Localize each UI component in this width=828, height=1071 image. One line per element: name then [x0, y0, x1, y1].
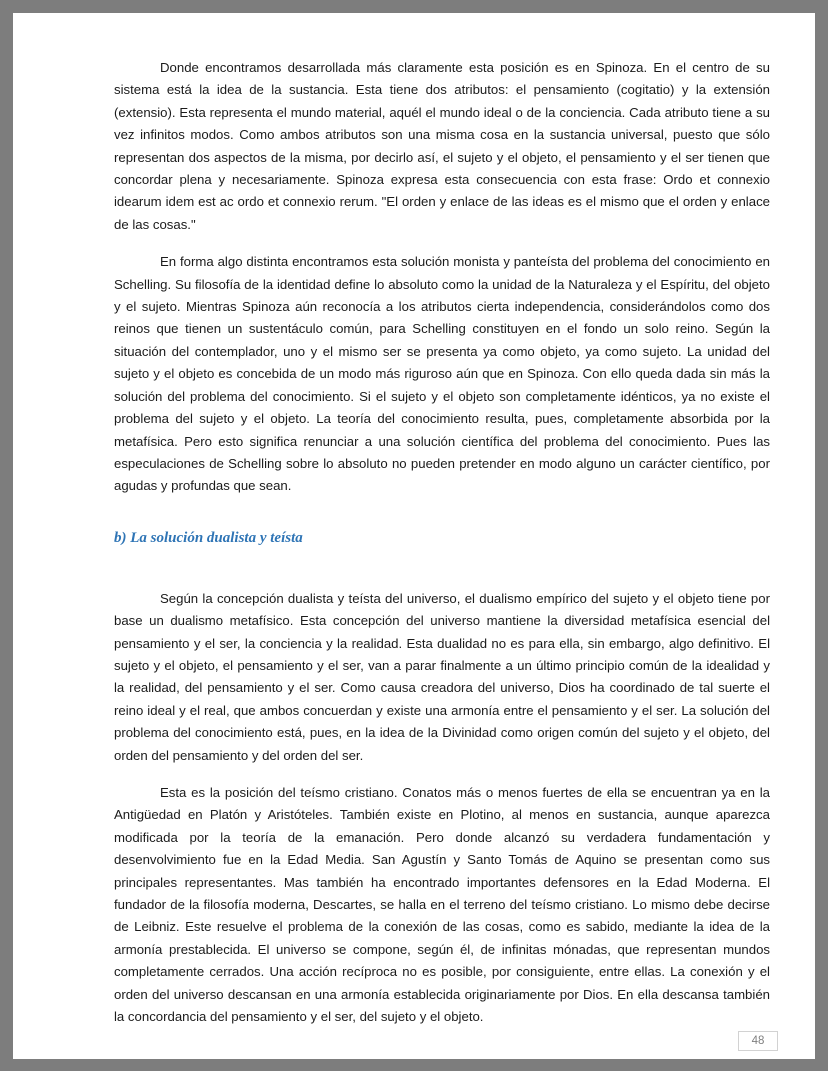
section-heading: b) La solución dualista y teísta [114, 529, 303, 546]
document-page [13, 13, 815, 1059]
paragraph-schelling: En forma algo distinta encontramos esta solución monista y panteísta del problema del conocimiento en Schelling. Su filosofía de la identidad define lo absoluto como la unidad de la Naturaleza y el Espíritu, del objeto y el sujeto. Mientras Spinoza aún reconocía a los atributos cierta independencia, considerándolos como dos reinos que tienen un sustentáculo común, para Schelling constituyen en el fondo un solo reino. Según la situación del contemplador, uno y el mismo ser se presenta ya como objeto, ya como sujeto. La unidad del sujeto y el objeto es concebida de un modo más riguroso aún que en Spinoza. Con ello queda dada sin más la solución del problema del conocimiento. Si el sujeto y el objeto son completamente idénticos, ya no existe el problema del sujeto y el objeto. La teoría del conocimiento resulta, pues, completamente absorbida por la metafísica. Pero esto significa renunciar a una solución científica del problema del conocimiento. Pues las especulaciones de Schelling sobre lo absoluto no pueden pretender en modo alguno un carácter científico, por agudas y profundas que sean. [114, 254, 770, 494]
paragraph-dualismo: Según la concepción dualista y teísta del universo, el dualismo empírico del sujeto y el objeto tiene por base un dualismo metafísico. Esta concepción del universo mantiene la diversidad metafísica esencial del pensamiento y el ser, la conciencia y la realidad. Esta dualidad no es para ella, sin embargo, algo definitivo. El sujeto y el objeto, el pensamiento y el ser, van a parar finalmente a un último principio común de la idealidad y la realidad, del pensamiento y el ser. Como causa creadora del universo, Dios ha coordinado de tal suerte el reino ideal y el real, que ambos concuerdan y existe una armonía entre el pensamiento y el ser. La solución del problema del conocimiento está, pues, en la idea de la Divinidad como origen común del sujeto y el objeto, del orden del pensamiento y del orden del ser. [114, 590, 770, 763]
page-number: 48 [751, 1035, 765, 1047]
paragraph-teismo-cristiano: Esta es la posición del teísmo cristiano. Conatos más o menos fuertes de ella se encuentran ya en la Antigüedad en Platón y Aristóteles. También existe en Plotino, al menos en sustancia, aunque aparezca modificada por la teoría de la emanación. Pero donde alcanzó su verdadera fundamentación y desenvolvimiento fue en la Edad Media. San Agustín y Santo Tomás de Aquino se presentan como sus principales representantes. Mas también ha encontrado importantes defensores en la Edad Moderna. El fundador de la filosofía moderna, Descartes, se halla en el terreno del teísmo cristiano. Lo mismo debe decirse de Leibniz. Este resuelve el problema de la conexión de las cosas, como es sabido, mediante la idea de la armonía prestablecida. El universo se compone, según él, de infinitas mónadas, que representan mundos completamente cerrados. Una acción recíproca no es posible, por consiguiente, entre ellas. La conexión y el orden del universo descansan en una armonía establecida originariamente por Dios. En ella descansa también la concordancia del pensamiento y el ser, del sujeto y el objeto. [114, 784, 770, 1025]
page-number-badge [738, 1031, 778, 1051]
paragraph-spinoza: Donde encontramos desarrollada más claramente esta posición es en Spinoza. En el centro de su sistema está la idea de la sustancia. Esta tiene dos atributos: el pensamiento (cogitatio) y la extensión (extensio). Esta representa el mundo material, aquél el mundo ideal o de la conciencia. Cada atributo tiene a su vez infinitos modos. Como ambos atributos son una misma cosa en la sustancia universal, puesto que sólo representan dos aspectos de la misma, por decirlo así, el sujeto y el objeto, el pensamiento y el ser tienen que concordar plena y necesariamente. Spinoza expresa esta consecuencia con esta frase: Ordo et connexio idearum idem est ac ordo et connexio rerum. "El orden y enlace de las ideas es el mismo que el orden y enlace de las cosas." [114, 60, 770, 232]
page-content [114, 57, 770, 1043]
